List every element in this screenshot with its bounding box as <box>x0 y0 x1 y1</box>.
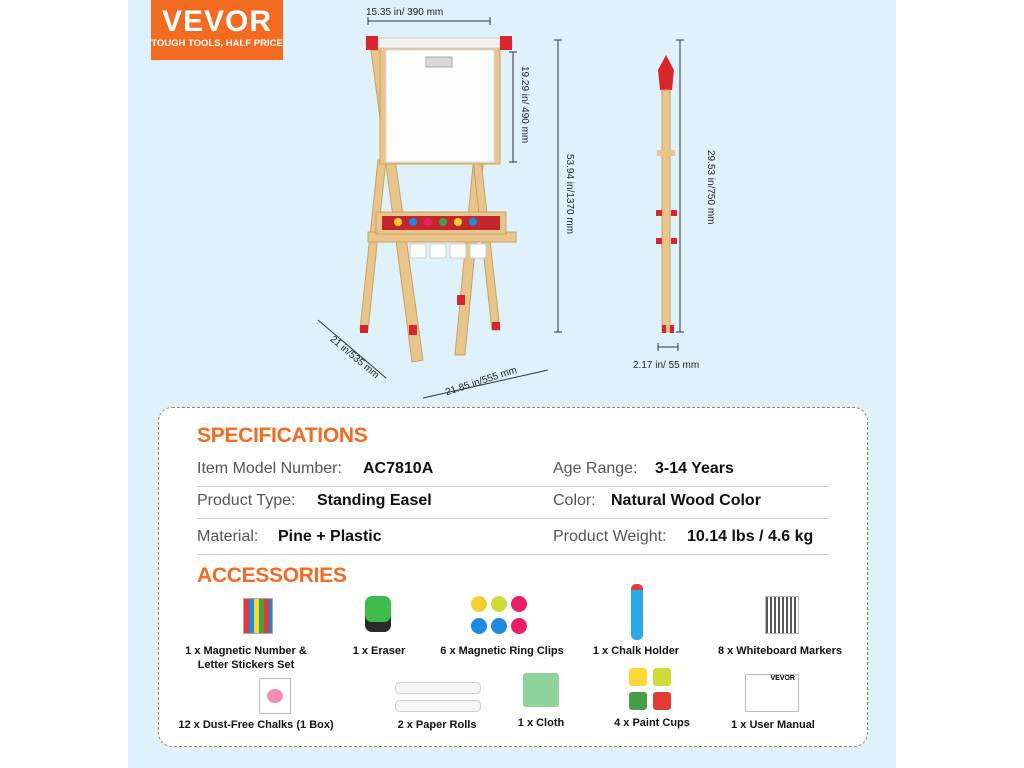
accessory-name: 1 x User Manual <box>731 719 815 731</box>
eraser-icon <box>365 596 391 632</box>
spec-value: 10.14 lbs / 4.6 kg <box>687 528 814 545</box>
spec-value: Pine + Plastic <box>278 528 382 545</box>
dim-base-width: 21.85 in/555 mm <box>444 364 519 399</box>
product-canvas <box>128 0 896 768</box>
accessory-name: 12 x Dust-Free Chalks (1 Box) <box>178 719 334 731</box>
brand-name: VEVOR <box>161 5 273 38</box>
dim-side-depth: 2.17 in/ 55 mm <box>633 360 700 371</box>
accessory-item <box>171 718 341 732</box>
dim-top-width: 15.35 in/ 390 mm <box>366 7 444 18</box>
spec-label: Product Type: <box>197 492 296 509</box>
spec-label: Color: <box>553 492 596 509</box>
accessory-name: 1 x Cloth <box>517 717 565 729</box>
spec-label: Age Range: <box>553 460 638 477</box>
paper-roll <box>366 38 512 48</box>
accessory-name: 1 x Chalk Holder <box>592 645 680 657</box>
easel-illustration <box>128 0 896 400</box>
spec-value: 3-14 Years <box>655 460 734 477</box>
spec-row <box>197 454 829 487</box>
spec-label: Item Model Number: <box>197 460 342 477</box>
accessories-title: ACCESSORIES <box>197 564 347 587</box>
spec-value: Standing Easel <box>317 492 432 509</box>
dim-depth: 21 in/535 mm <box>327 333 382 382</box>
accessory-name: 1 x Magnetic Number & Letter Stickers Set <box>185 645 307 671</box>
spec-value: AC7810A <box>363 460 434 477</box>
accessory-item <box>427 644 577 658</box>
spec-row <box>197 522 829 555</box>
cloth-icon <box>523 673 559 707</box>
chalk-holder-icon <box>631 584 643 640</box>
specs-panel <box>158 407 868 747</box>
accessory-name: 2 x Paper Rolls <box>397 719 477 731</box>
user-manual-icon <box>745 674 799 712</box>
spec-value: Natural Wood Color <box>611 492 761 509</box>
paint-cups-icon <box>629 668 675 714</box>
accessory-name: 8 x Whiteboard Markers <box>717 645 843 657</box>
stickers-set-icon <box>243 598 273 634</box>
dim-board-height: 19.29 in/ 490 mm <box>519 66 530 144</box>
dim-total-height: 53.94 in/1370 mm <box>564 154 575 235</box>
dim-side-height: 29.53 in/750 mm <box>705 150 716 225</box>
markers-icon <box>765 596 799 634</box>
spec-row <box>197 486 829 519</box>
manual-brand: VEVOR <box>770 675 795 682</box>
easel-side-view <box>656 55 677 333</box>
accessory-item <box>705 644 855 658</box>
spec-label: Product Weight: <box>553 528 667 545</box>
accessory-item <box>171 644 321 672</box>
accessory-item <box>561 644 711 658</box>
accessory-name: 4 x Paint Cups <box>614 717 690 729</box>
ring-clips-icon <box>471 596 531 636</box>
accessory-name: 6 x Magnetic Ring Clips <box>440 645 564 657</box>
spec-label: Material: <box>197 528 259 545</box>
brand-tagline: TOUGH TOOLS, HALF PRICE <box>151 38 283 49</box>
specifications-title: SPECIFICATIONS <box>197 424 368 447</box>
accessory-name: 1 x Eraser <box>352 645 406 657</box>
chalk-box-icon <box>259 678 291 714</box>
accessory-item <box>698 718 848 732</box>
paper-rolls-icon <box>395 682 479 714</box>
